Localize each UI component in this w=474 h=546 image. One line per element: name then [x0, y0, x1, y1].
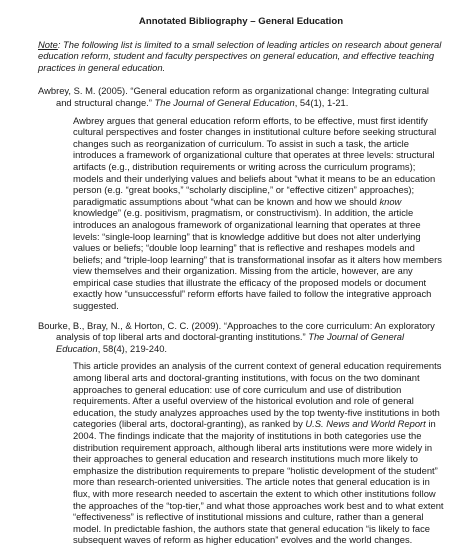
annotation-paragraph: [73, 115, 444, 312]
annotation-text: in 2004. The findings indicate that the majority of institutions in both categories use the distribution requirement approach, although liberal arts institutions were more widely in their approaches to general education and research institutions much more likely to emphasize the distribution requirements to prepare “holistic development of the student” more than research-oriented universities. The article notes that general education is in flux, with more research needed to ascertain the extent to which other institutions follow the approaches of the “top-tier,” and what those approaches work best and to what extent “effectiveness” is reflective of institutional missions and culture, rather than a general model. In predictable fashion, the authors state that general education “is likely to face subsequent waves of reform as higher education” evolves and the world changes.: [73, 418, 444, 546]
annotation-paragraph: [73, 360, 444, 546]
citation-pages: (4), 219-240.: [113, 342, 168, 354]
citation-volume: , 58: [97, 342, 114, 354]
citation: [38, 85, 444, 108]
citation-authors: Bourke, B., Bray, N., & Horton, C. C. (2009). “Approaches to the core curriculum: An exploratory analysis of top liberal arts and doctoral-granting institutions.”: [38, 319, 435, 343]
citation-journal: The Journal of General Education: [56, 331, 405, 354]
intro-note: [38, 39, 444, 74]
annotation-text: knowledge” (e.g. positivism, pragmatism, or constructivism). In addition, the article introduces an analogous framework of organizational learning that operates at three levels: “single-loop learning” that is knowledge additive but does not alter underlying values or beliefs; “double loop learning” that is reflective and reshapes models and beliefs; and “triple-loop learning” that is transformational insofar as it alters how members view themselves and their organization. Missing from the article, however, are any empirical case studies that illustrate the efficacy of the proposed models or document exactly how “unsuccessful” reform efforts have failed to follow the integrative approach suggested.: [73, 207, 442, 312]
citation-journal: The Journal of General Education: [154, 96, 295, 108]
citation-pages: (1), 1-21.: [310, 96, 349, 108]
citation: [38, 320, 444, 355]
annotation-emphasis: U.S. News and World Report: [305, 418, 426, 430]
citation-volume: , 54: [294, 96, 311, 108]
annotation-text: This article provides an analysis of the current context of general education requirements among liberal arts and doctoral-granting institutions, with focus on the two dominant approaches to general education: use of core curriculum and use of distribution requirements. After a useful overview of the historical evolution and role of general education, the study analyzes approaches used by the top twenty-five institutions in both categories (liberal arts, doctoral-granting), as ranked by: [73, 360, 442, 430]
annotation-text: Awbrey argues that general education reform efforts, to be effective, must first identify cultural perspectives and foster changes in institutional culture before seeking structural changes such as reorganization of curriculum. To assist in such a task, the article introduces a framework of organizational culture that operates at three levels: structural artifacts (e.g., distribution requirements or writing across the curriculum programs); models and their underlying values and beliefs about “what it means to be an education person (e.g. “great books,” “scholarly discipline,” or “effective citizen” approaches); paradigmatic assumptions about “what can be known and how we should: [73, 114, 437, 207]
note-label: Note: [38, 38, 58, 50]
bibliography-entry-bourke: [38, 320, 444, 546]
citation-authors: Awbrey, S. M. (2005). “General education reform as organizational change: Integrating cultural and structural change.”: [38, 85, 430, 108]
note-text: : The following list is limited to a small selection of leading articles on research about general education reform, student and faculty perspectives on general education, and effective teaching practices in general education.: [38, 38, 442, 73]
document-title: Annotated Bibliography – General Education: [138, 16, 344, 27]
annotation-emphasis: know: [379, 195, 402, 207]
bibliography-entry-awbrey: [38, 85, 444, 311]
